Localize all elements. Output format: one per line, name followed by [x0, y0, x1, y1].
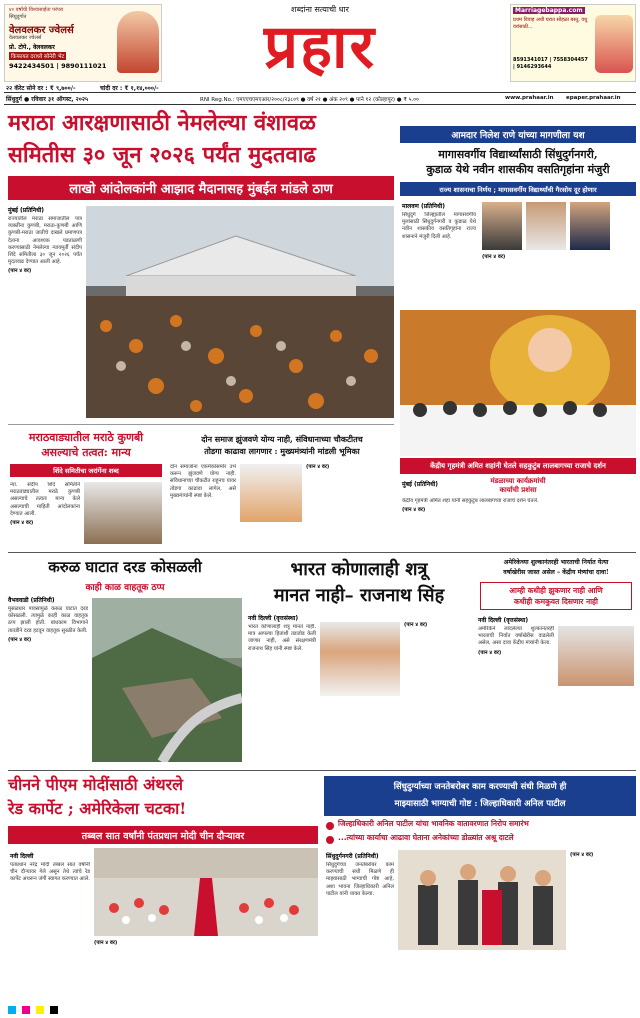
- cm-headline-1: दोन समाज झुंजवणे योग्य नाही, संविधानाच्या चौकटीतच: [201, 434, 363, 444]
- export-kicker-1: अमेरिकेच्या शुल्कानंतरही भारताची निर्यात येत्या: [503, 559, 609, 566]
- collector-headline-1: सिंधुदुर्ग्याच्या जनतेबरोबर काम करण्याची संधी मिळणे ही: [393, 782, 567, 792]
- china-body-text: पंतप्रधान नरेंद्र मोदी तब्बल सात वर्षांनी चीन दौऱ्यावर गेले असून तेथे त्यांचे रेड कार्पेट अंथरून जंगी स्वागत करण्यात आले.: [10, 862, 90, 883]
- marathwada-continued[interactable]: (पान ४ वर): [10, 520, 34, 527]
- right1-body-text: सिंधुदुर्ग जिल्ह्यातील मागासवर्गीय मुलांसाठी सिंधुदुर्गनगरी व कुडाळ येथे नवीन शासकीय वसतिगृहांना राज्य शासनाने मंजुरी दिली आहे.: [402, 212, 476, 240]
- right1-headline-2: कुडाळ येथे नवीन शासकीय वसतिगृहांना मंजुरी: [426, 163, 610, 176]
- ad-right-phones: 8591341017 | 7558304457 | 9146293644: [513, 57, 588, 70]
- rajnath-body-col3: [404, 622, 470, 762]
- lalbaug-illustration: [400, 310, 636, 456]
- collector-body-col3: [570, 852, 636, 1002]
- masthead-rule: [4, 92, 636, 93]
- color-registration-strip: [8, 1006, 636, 1014]
- lead-continued[interactable]: (पान ४ वर): [8, 268, 32, 275]
- china-illustration: [94, 848, 318, 936]
- export-box-2: कधीही कमकुवत दिसणार नाही: [514, 597, 598, 606]
- export-body-text: अमेरिकेने लादलेल्या शुल्कानंतरही भारताची निर्यात वर्षाखेरीस वाढलेली असेल, असा दावा केंद्रीय मंत्र्यांनी केला.: [478, 626, 554, 647]
- masthead-info-left: सिंधुदुर्ग ● रविवार ३१ ऑगस्ट, २०२५: [6, 96, 89, 103]
- collector-body: [326, 862, 394, 1002]
- ad-right[interactable]: [510, 4, 636, 82]
- lower-rule: [8, 770, 636, 771]
- cm-body-text: दोन समाजांना एकमेकांसमोर उभे करून झुंजवणे योग्य नाही. संविधानाच्या चौकटीत राहूनच यावर तोडगा काढावा लागेल, असे मुख्यमंत्र्यांनी स्पष्ट केले.: [170, 464, 236, 499]
- collector-headline-2: माझ्यासाठी भाग्याची गोष्ट : जिल्हाधिकारी अनिल पाटील: [394, 799, 566, 809]
- collector-byline: सिंधुदुर्गनगरी (प्रतिनिधी): [326, 853, 379, 860]
- lead-rally-illustration: [86, 206, 394, 418]
- masthead-website[interactable]: www.prahaar.in: [505, 95, 554, 101]
- export-continued[interactable]: (पान ४ वर): [478, 649, 502, 656]
- right1-body: [402, 212, 476, 308]
- collector-bullet-2: ...त्यांच्या कार्याचा आढावा घेताना अनेकांच्या डोळ्यांत अश्रू दाटले: [338, 833, 514, 842]
- cm-headline-2: तोडगा काढावा लागणार : मुख्यमंत्र्यांनी मांडली भूमिका: [204, 446, 360, 456]
- masthead-tagline: शब्दांना सत्याची धार: [291, 5, 349, 14]
- marathwada-body: [10, 482, 80, 546]
- rajnath-portrait: [320, 622, 400, 696]
- masthead-info-mid: RNI Reg.No.: एमएएचएमएआर/२००८/२३८०९ ● वर्ष २१ ● अंक २०९ ● पाने १२ (कोल्हापूर) ● ₹ ५.००: [200, 97, 419, 103]
- ad-left-address: प्रो. टोपे., वेलवलकर: [9, 44, 55, 51]
- ad-left[interactable]: [4, 4, 162, 82]
- china-body-col2: [94, 940, 318, 1002]
- china-continued[interactable]: (पान ४ वर): [94, 940, 118, 946]
- shah-headline: केंद्रीय गृहमंत्री अमित शहांनी घेतले सहकुटुंब लालबागच्या राजाचे दर्शन: [400, 458, 636, 474]
- lead-rally-photo: [86, 206, 394, 418]
- ad-left-line-2: वेलवलकर ज्वेलर्स: [9, 35, 42, 41]
- right1-mla-photo-1: [482, 202, 522, 250]
- lead-body-text: राज्यातील मराठा समाजातील पात्र व्यक्तींना कुणबी, मराठा-कुणबी आणि कुणबी-मराठा जातीचे दाखले प्रमाणपत्र देताना आवश्यक पडताळणी करण्यासाठी नेमलेल्या न्यायमूर्ती संदीप शिंदे समितीला ३० जून २०२६ पर्यंत मुदतवाढ देण्यात आली आहे.: [8, 216, 82, 266]
- ad-left-tag: ४० वर्षांची विश्वासार्हता परंपरा: [9, 7, 64, 13]
- shah-body: [402, 498, 634, 548]
- china-sub: तब्बल सात वर्षांनी पंतप्रधान मोदी चीन दौऱ्यावर: [8, 826, 318, 844]
- export-box: [480, 582, 632, 610]
- right1-mla-photo-3: [570, 202, 610, 250]
- lead-headline-1: मराठा आरक्षणासाठी नेमलेल्या वंशावळ: [8, 110, 316, 136]
- marathwada-headline-1: मराठवाड्यातील मराठे कुणबी: [28, 431, 144, 444]
- rajnath-body: [248, 624, 316, 762]
- collector-bullet-1: जिल्हाधिकारी अनिल पाटील यांचा भावनिक वातावरणात निरोप समारंभ: [338, 819, 529, 828]
- karul-landslide-photo: [92, 598, 242, 762]
- right1-mla-photo-2: [526, 202, 566, 250]
- shah-byline: मुंबई (प्रतिनिधी): [402, 481, 439, 488]
- shah-box-title-2: कार्याची प्रशंसा: [499, 486, 537, 494]
- lead-bottom-rule: [8, 424, 394, 425]
- masthead-epaper[interactable]: epaper.prahaar.in: [566, 95, 621, 101]
- collector-bullet-2-icon: [326, 836, 334, 844]
- china-byline: नवी दिल्ली: [10, 853, 34, 860]
- right1-byline: मालवण (प्रतिनिधी): [402, 203, 445, 210]
- karul-sub: काही काळ वाहतूक ठप्प: [85, 583, 165, 593]
- cm-body-col3: [306, 464, 394, 546]
- collector-illustration: [398, 850, 566, 950]
- lead-sub-bar: लाखो आंदोलकांनी आझाद मैदानासह मुंबईत मांडले ठाण: [8, 176, 394, 200]
- rajnath-headline-1: भारत कोणालाही शत्रू: [290, 559, 428, 580]
- ad-left-model-image: [117, 11, 159, 73]
- karul-body-text: मुसळधार पावसामुळे करुळ घाटात दरड कोसळली. त्यामुळे काही काळ वाहतूक ठप्प झाली होती. बांधकाम विभागाने तातडीने दरड हटवून वाहतूक सुरळीत केली.: [8, 606, 88, 634]
- china-headline-2: रेड कार्पेट ; अमेरिकेला चटका!: [8, 799, 187, 818]
- silver-rate: चांदी दर : ₹ १,१४,०००/-: [100, 85, 159, 92]
- export-body: [478, 626, 554, 762]
- marathwada-body-text: न्या. संदीप शिंदे समितीने मराठवाड्यातील मराठे कुणबी असल्याचे तत्वतः मान्य केले असल्याची माहिती आंदोलकांना देण्यात आली.: [10, 482, 80, 517]
- ad-right-couple-image: [595, 15, 633, 73]
- shah-continued[interactable]: (पान ४ वर): [402, 507, 426, 514]
- mid-rule: [8, 552, 636, 553]
- rajnath-headline-2: मानत नाही– राजनाथ सिंह: [273, 585, 445, 606]
- ad-left-brand: वेलवलकर ज्वेलर्स: [9, 25, 74, 36]
- cm-portrait: [240, 464, 302, 522]
- export-box-1: आम्ही कधीही झुकणार नाही आणि: [509, 586, 603, 595]
- lalbaug-photo: [400, 310, 636, 456]
- shah-box-title-1: मंडळाच्या कार्यक्रमांची: [490, 477, 546, 485]
- lead-body: [8, 216, 82, 418]
- marathwada-sub: शिंदे समितीचा जरांगेंना शब्द: [10, 464, 162, 477]
- lead-headline-2: समितीस ३० जून २०२६ पर्यंत मुदतवाढ: [8, 142, 316, 168]
- right1-continued[interactable]: (पान ४ वर): [482, 254, 506, 260]
- ad-left-phone: 9422434501 | 9890111021: [9, 62, 107, 70]
- lead-byline: मुंबई (प्रतिनिधी): [8, 207, 45, 214]
- cm-continued[interactable]: (पान ४ वर): [306, 464, 330, 470]
- right1-bar: राज्य शासनाचा निर्णय ; मागासवर्गीय विद्यार्थ्यांची गैरसोय दूर होणार: [400, 182, 636, 196]
- right1-kicker: आमदार निलेश राणे यांच्या मागणीला यश: [400, 126, 636, 143]
- collector-body-text: सिंधुदुर्गच्या जनतेबरोबर काम करण्याची संधी मिळणे ही माझ्यासाठी भाग्याची गोष्ट आहे, अशा भावना जिल्हाधिकारी अनिल पाटील यांनी व्यक्त केल्या.: [326, 862, 394, 897]
- karul-byline: वैभववाडी (प्रतिनिधी): [8, 597, 55, 604]
- masthead-title[interactable]: प्रहार: [263, 12, 377, 82]
- rajnath-body-text: भारत कोणालाही शत्रू मानत नाही, मात्र आपल्या हितांशी तडजोड केली जाणार नाही, असे संरक्षणमंत्री राजनाथ सिंह यांनी स्पष्ट केले.: [248, 624, 316, 652]
- china-headline-1: चीनने पीएम मोदींसाठी अंथरले: [8, 775, 184, 794]
- ad-left-offer: किफायत दराध्ये सोनेरी भेट: [11, 54, 65, 60]
- collector-bullet-1-icon: [326, 822, 334, 830]
- china-body: [10, 862, 90, 1002]
- rajnath-byline: नवी दिल्ली (वृत्तसंस्था): [248, 615, 299, 622]
- right1-headline-1: मागासवर्गीय विद्यार्थ्यांसाठी सिंधुदुर्गनगरी,: [438, 148, 598, 161]
- karul-illustration: [92, 598, 242, 762]
- collector-felicitation-photo: [398, 850, 566, 950]
- ad-right-text: प्रथम विवाह अधी घरात सोहळा बस्तु, वधु वरांसाठी...: [513, 17, 588, 30]
- marathwada-headline-2: असल्याचे तत्वत: मान्य: [41, 446, 131, 459]
- gold-rate: २२ कॅरेट सोने दर : ₹ ९,७००/-: [6, 85, 76, 92]
- shah-body-text: केंद्रीय गृहमंत्री अमित शहा यांनी सहकुटुंब लालबागच्या राजाचे दर्शन घेतले.: [402, 498, 539, 504]
- export-minister-photo: [558, 626, 634, 686]
- rajnath-continued[interactable]: (पान ४ वर): [404, 622, 428, 628]
- right1-body-col2: [482, 254, 634, 308]
- karul-headline: करुळ घाटात दरड कोसळली: [48, 558, 202, 576]
- marathwada-photo: [84, 482, 162, 544]
- ad-left-line-1: सिंधुदुर्गात: [9, 14, 27, 20]
- export-kicker-2: वर्षाखेरीस जास्त असेल – केंद्रीय मंत्र्यांचा दावा!: [503, 569, 609, 576]
- cm-body: [170, 464, 236, 546]
- karul-body: [8, 606, 88, 762]
- masthead-rule-2: [4, 104, 636, 105]
- shah-box: [478, 477, 558, 495]
- karul-continued[interactable]: (पान ४ वर): [8, 636, 32, 643]
- ad-right-site: Marriagebappa.com: [515, 7, 583, 14]
- collector-continued[interactable]: (पान ४ वर): [570, 852, 594, 858]
- export-byline: नवी दिल्ली (वृत्तसंस्था): [478, 617, 529, 624]
- china-redcarpet-photo: [94, 848, 318, 936]
